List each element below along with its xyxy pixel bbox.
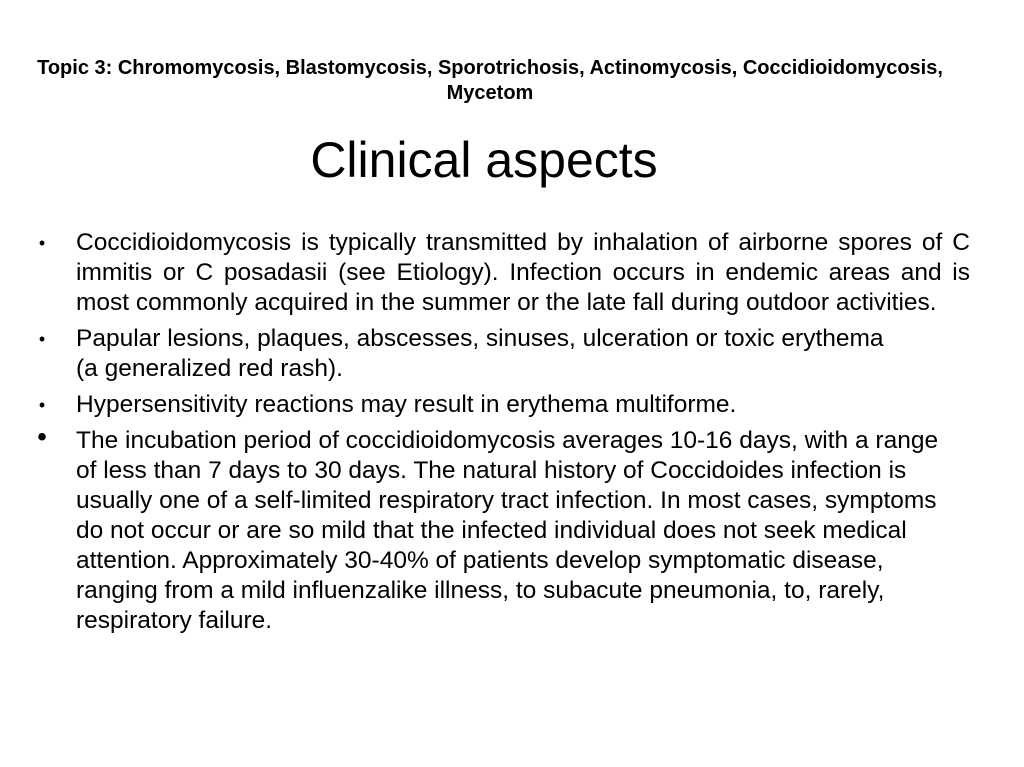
bullet-text: The incubation period of coccidioidomycosis averages 10-16 days, with a range of less than 7 days to 30 days. The natural history of Coccidoides infection is usually one of a self-limited respiratory tract infection. In most cases, symptoms do not occur or are so mild that the infected individual does not seek medical attention. Approximately 30-40% of patients develop symptomatic disease, ranging from a mild influenzalike illness, to subacute pneumonia, to, rarely, respiratory failure. [76, 427, 939, 634]
bullet-icon: • [38, 233, 46, 253]
bullet-item-lesions [30, 324, 970, 384]
bullet-item-transmission [30, 228, 970, 318]
bullet-icon: • [38, 329, 46, 349]
bullet-list [30, 228, 970, 642]
topic-subtitle: Topic 3: Chromomycosis, Blastomycosis, Sporotrichosis, Actinomycosis, Coccidioidomycosis, Mycetom [37, 57, 943, 104]
slide-title: Clinical aspects [310, 132, 658, 188]
bullet-icon: • [37, 421, 47, 452]
bullet-item-hypersensitivity [30, 390, 970, 420]
bullet-text: Coccidioidomycosis is typically transmitted by inhalation of airborne spores of C immitis or C posadasii (see Etiology). Infection occurs in endemic areas and is most commonly acquired in the summer or the late fall during outdoor activities. [76, 229, 970, 316]
bullet-text: Papular lesions, plaques, abscesses, sinuses, ulceration or toxic erythema (a generalized red rash). [76, 325, 884, 382]
bullet-text: Hypersensitivity reactions may result in erythema multiforme. [76, 391, 737, 418]
bullet-icon: • [38, 395, 46, 415]
bullet-item-incubation [30, 421, 970, 636]
